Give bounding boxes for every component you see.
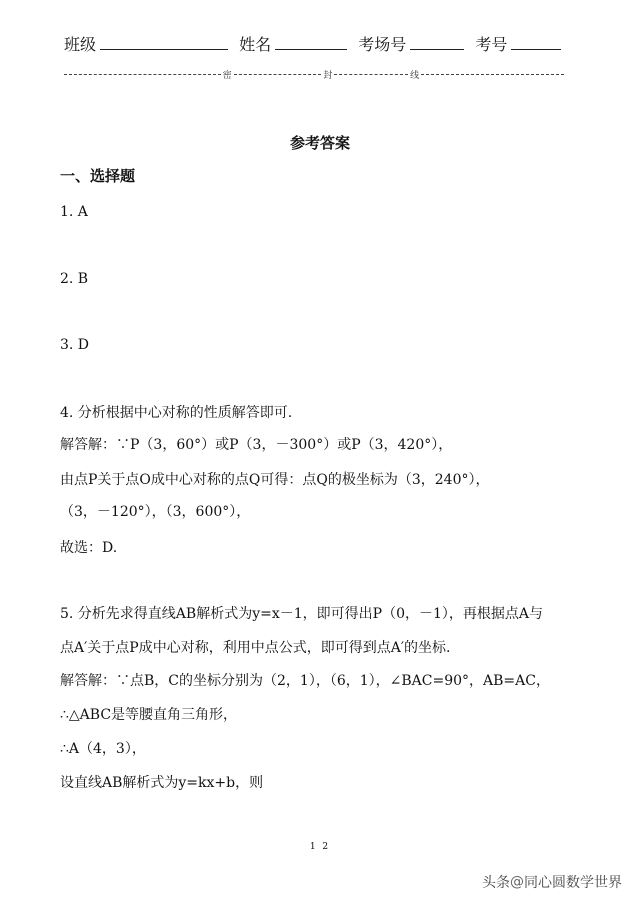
id-blank	[511, 37, 561, 50]
answer-line: 由点P关于点O成中心对称的点Q可得：点Q的极坐标为（3，240°），	[60, 472, 490, 488]
answer-line: （3，－120°），（3，600°），	[60, 504, 251, 520]
id-label: 考号	[475, 35, 508, 54]
answer-line: 解答解：∵点B，C的坐标分别为（2，1），（6，1），∠BAC=90°，AB=AC，	[60, 673, 550, 689]
page-number: 1 2	[309, 842, 331, 852]
at-icon: @	[510, 874, 524, 890]
watermark-account: 同心圆数学世界	[524, 875, 622, 891]
section-heading: 一、选择题	[60, 167, 136, 185]
exam-header	[64, 32, 584, 55]
answer-line: 5. 分析先求得直线AB解析式为y=x－1，即可得出P（0，－1），再根据点A与	[60, 606, 543, 622]
seal-line	[64, 68, 564, 81]
seal-char-xian: 线	[410, 71, 420, 81]
answer-line: 3. D	[60, 337, 90, 353]
class-label: 班级	[64, 35, 97, 54]
room-label: 考场号	[358, 35, 407, 54]
seal-dash	[64, 74, 221, 75]
answer-line: ∴A（4，3），	[60, 741, 146, 757]
answer-line: 4. 分析根据中心对称的性质解答即可.	[60, 405, 293, 421]
answer-line: 1. A	[60, 204, 88, 220]
name-label: 姓名	[239, 35, 272, 54]
answer-line: 点A′关于点P成中心对称，利用中点公式，即可得到点A′的坐标.	[60, 640, 451, 656]
page-title: 参考答案	[289, 134, 350, 152]
watermark-source: 头条	[482, 875, 510, 891]
answer-line: 解答解：∵P（3，60°）或P（3，－300°）或P（3，420°），	[60, 437, 453, 453]
name-blank	[275, 37, 347, 50]
class-blank	[100, 37, 228, 50]
watermark	[482, 872, 622, 892]
answer-line: ∴△ABC是等腰直角三角形，	[60, 707, 238, 723]
answer-line: 故选：D.	[60, 540, 118, 556]
answer-line: 2. B	[60, 271, 89, 287]
answer-line: 设直线AB解析式为y=kx+b，则	[60, 775, 264, 791]
seal-dash	[334, 74, 408, 75]
seal-char-feng: 封	[323, 71, 333, 81]
room-blank	[410, 37, 464, 50]
seal-char-mi: 密	[222, 71, 232, 81]
seal-dash	[421, 74, 564, 75]
seal-dash	[234, 74, 322, 75]
